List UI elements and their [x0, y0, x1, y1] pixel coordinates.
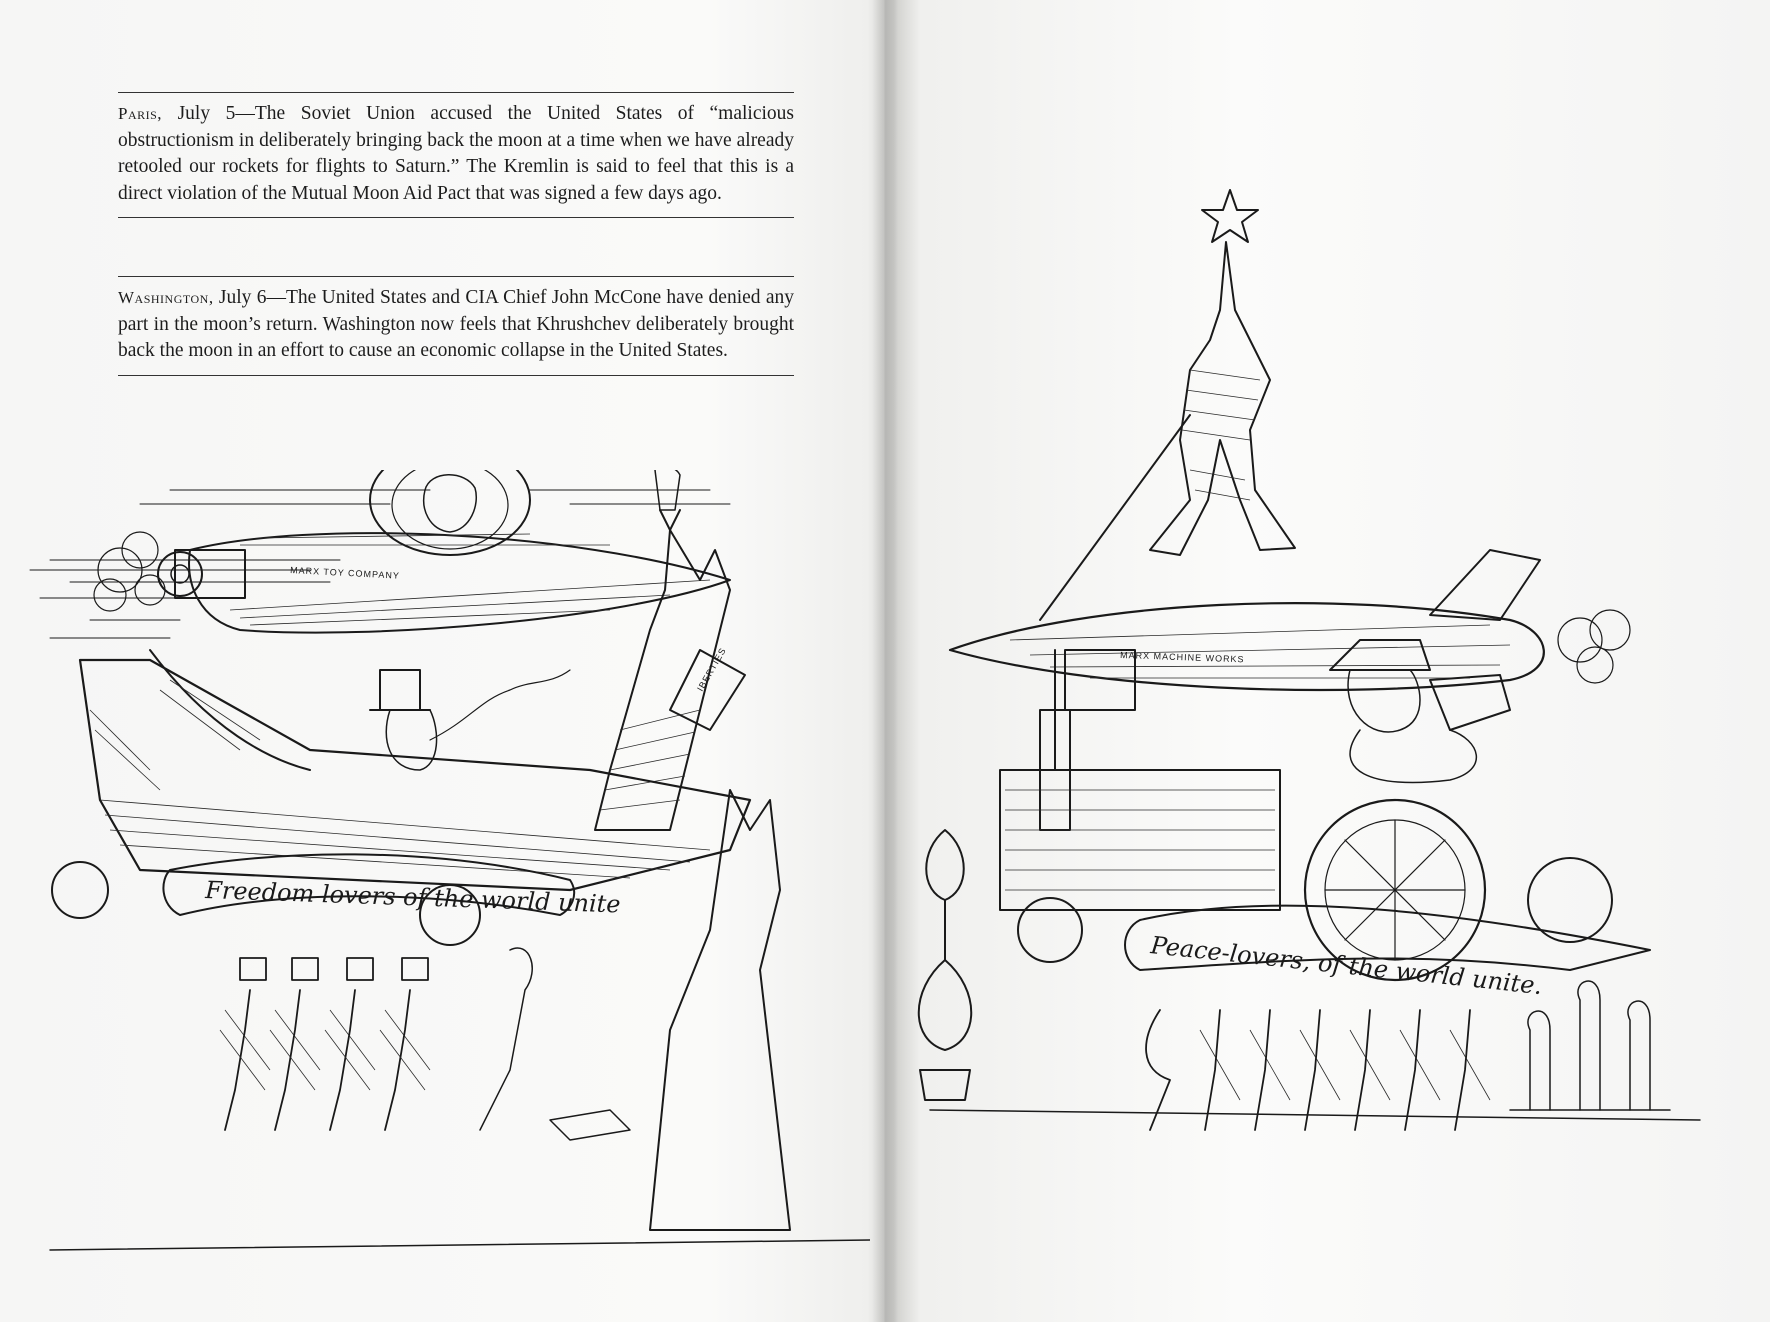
freedom-banner: [163, 854, 621, 918]
rocket-label-left: MARX TOY COMPANY: [289, 565, 401, 581]
marching-figures-right: [1146, 1010, 1490, 1130]
standing-figure-with-star: [1040, 190, 1295, 620]
dateline-washington: Washington,: [118, 288, 214, 307]
liberty-tablet-sign: IBERTIES: [695, 645, 729, 693]
left-cartoon-illustration: [10, 470, 870, 1310]
rocket-label-right: MARX MACHINE WORKS: [1119, 650, 1245, 665]
news-dispatch-paris: [118, 92, 794, 218]
dateline-paris: Paris,: [118, 104, 163, 123]
peace-banner-text: Peace-lovers, of the world unite.: [1149, 931, 1544, 1001]
dispatch-paris-text: July 5—The Soviet Union accused the United States of “malicious obstructionism in deliberately bringing back the moon at a time when we have already retooled our rockets for flights to Saturn.” The Kremlin is said to feel that this is a direct violation of the Mutual Moon Aid Pact that was signed a few days ago.: [118, 103, 795, 204]
right-page: [890, 0, 1770, 1322]
right-cartoon-illustration: [890, 170, 1770, 1300]
peace-banner: [1125, 906, 1650, 1001]
left-page: [0, 0, 880, 1322]
rocket-illustration-right: [950, 550, 1630, 730]
marching-figures-left: [220, 948, 630, 1140]
rocket-illustration: [94, 470, 730, 633]
kremlin-towers: [1510, 981, 1670, 1110]
news-dispatch-washington: [118, 276, 794, 376]
freedom-banner-text: Freedom lovers of the world unite: [204, 876, 622, 919]
dispatch-washington-text: July 6—The United States and CIA Chief John McCone have denied any part in the moon’s return. Washington now feels that Khrushchev deliberately brought back the moon in an effort to cause an economic collapse in the United States.: [118, 287, 795, 361]
